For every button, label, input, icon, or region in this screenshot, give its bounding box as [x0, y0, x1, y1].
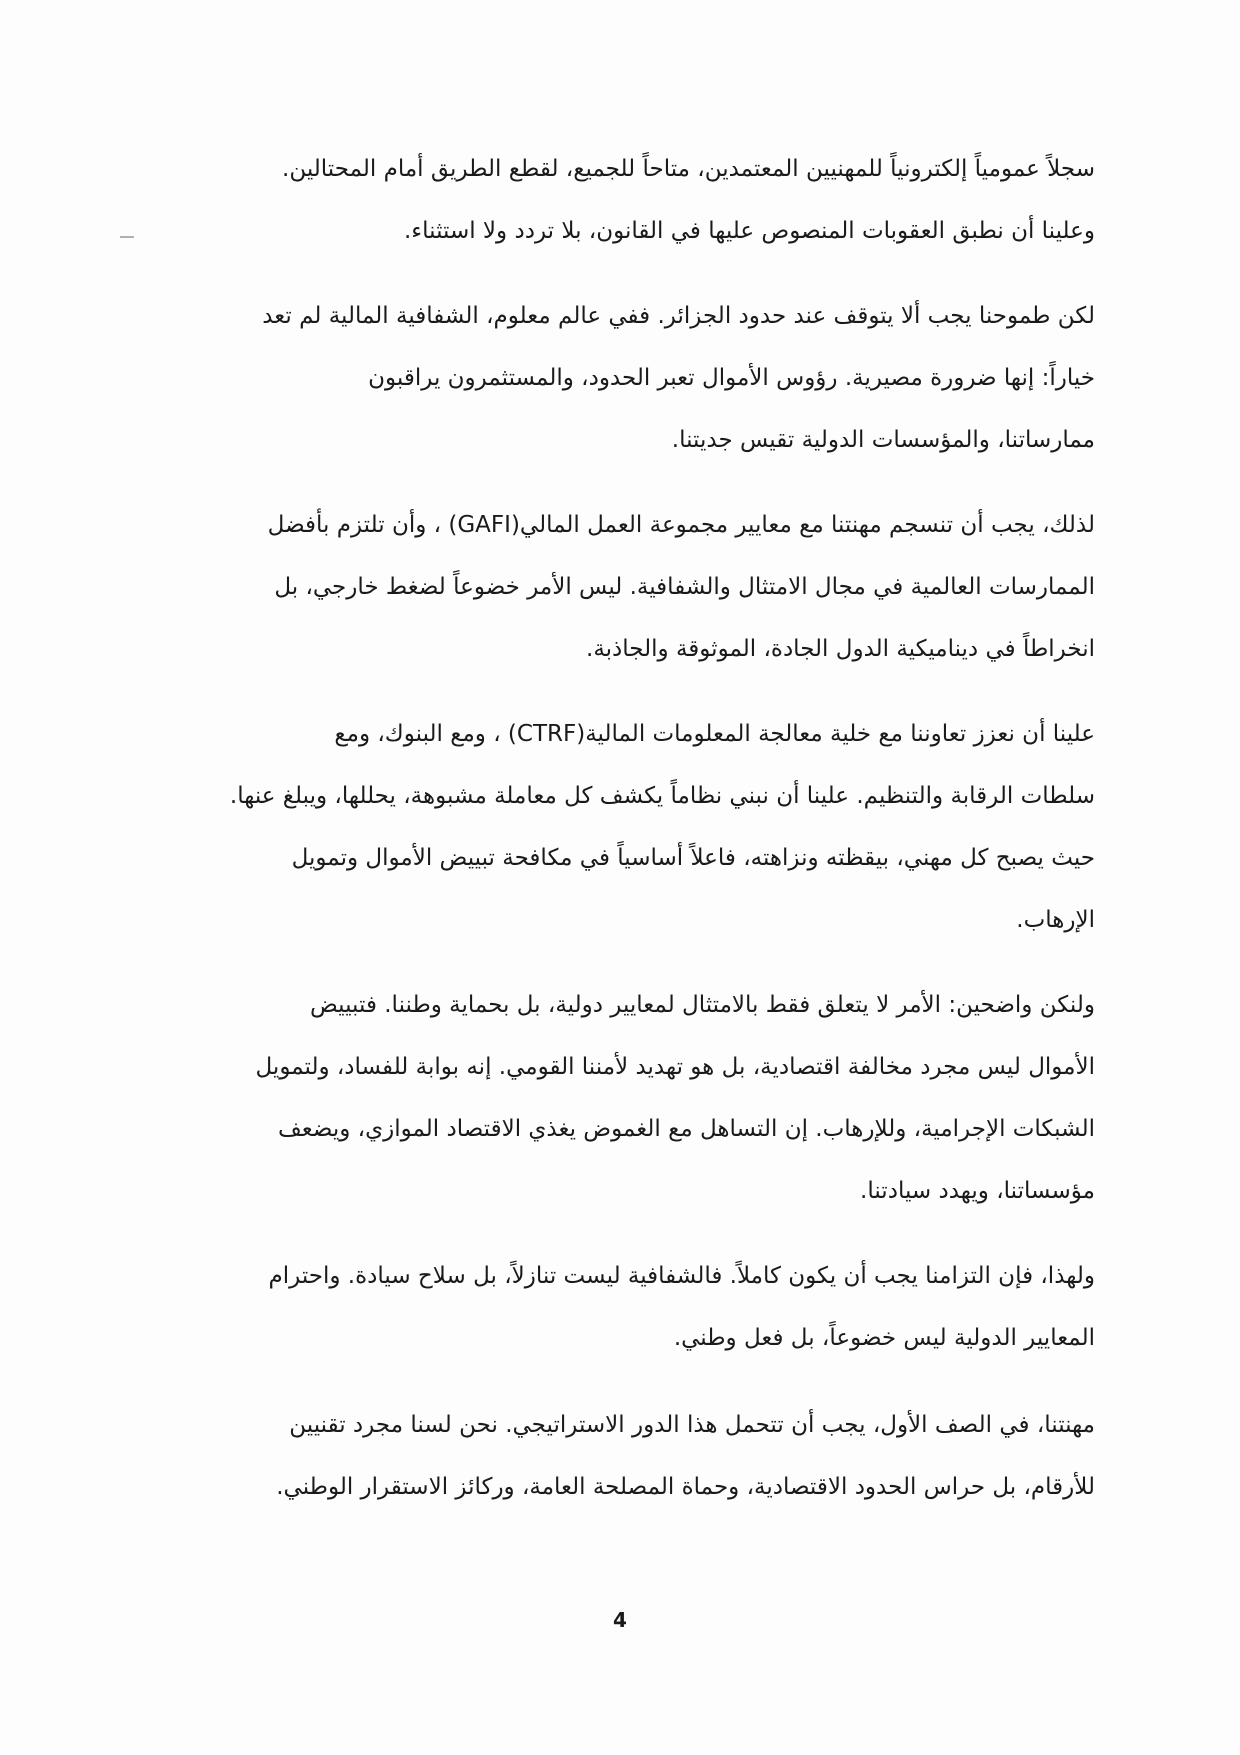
paragraph-line: ممارساتنا، والمؤسسات الدولية تقيس جديتنا.: [671, 427, 1095, 453]
paragraph-6: [150, 1245, 1095, 1369]
paragraph-line: الشبكات الإجرامية، وللإرهاب. إن التساهل مع الغموض يغذي الاقتصاد الموازي، ويضعف: [278, 1116, 1095, 1142]
paragraph-line: علينا أن نعزز تعاوننا مع خلية معالجة المعلومات المالية(CTRF) ، ومع البنوك، ومع: [334, 721, 1095, 747]
paragraph-2: [150, 285, 1095, 471]
paragraph-line: وعلينا أن نطبق العقوبات المنصوص عليها في القانون، بلا تردد ولا استثناء.: [404, 218, 1095, 244]
paragraph-line: الإرهاب.: [1016, 907, 1095, 933]
paragraph-line: مهنتنا، في الصف الأول، يجب أن تتحمل هذا الدور الاستراتيجي. نحن لسنا مجرد تقنيين: [289, 1412, 1095, 1438]
paragraph-line: ولهذا، فإن التزامنا يجب أن يكون كاملاً. فالشفافية ليست تنازلاً، بل سلاح سيادة. واحترام: [268, 1263, 1095, 1289]
paragraph-line: الأموال ليس مجرد مخالفة اقتصادية، بل هو تهديد لأمننا القومي. إنه بوابة للفساد، ولتمويل: [255, 1054, 1095, 1080]
paragraph-line: ولنكن واضحين: الأمر لا يتعلق فقط بالامتثال لمعايير دولية، بل بحماية وطننا. فتبييض: [310, 992, 1095, 1018]
paragraph-7: [150, 1394, 1095, 1518]
paragraph-5: [150, 974, 1095, 1222]
paragraph-line: المعايير الدولية ليس خضوعاً، بل فعل وطني.: [673, 1325, 1095, 1351]
paragraph-line: الممارسات العالمية في مجال الامتثال والشفافية. ليس الأمر خضوعاً لضغط خارجي، بل: [274, 574, 1095, 600]
paragraph-3: [150, 494, 1095, 680]
page-number: 4: [613, 1608, 627, 1632]
paragraph-line: انخراطاً في ديناميكية الدول الجادة، الموثوقة والجاذبة.: [586, 636, 1095, 662]
paragraph-line: مؤسساتنا، ويهدد سيادتنا.: [860, 1178, 1095, 1204]
paragraph-line: سلطات الرقابة والتنظيم. علينا أن نبني نظاماً يكشف كل معاملة مشبوهة، يحللها، ويبلغ عنها.: [229, 783, 1095, 809]
paragraph-line: لذلك، يجب أن تنسجم مهنتنا مع معايير مجموعة العمل المالي(GAFI) ، وأن تلتزم بأفضل: [267, 512, 1095, 538]
paragraph-line: خياراً: إنها ضرورة مصيرية. رؤوس الأموال تعبر الحدود، والمستثمرون يراقبون: [368, 365, 1095, 391]
paragraph-1: [150, 138, 1095, 262]
paragraph-line: لكن طموحنا يجب ألا يتوقف عند حدود الجزائر. ففي عالم معلوم، الشفافية المالية لم تعد: [262, 303, 1095, 329]
paragraph-line: للأرقام، بل حراس الحدود الاقتصادية، وحماة المصلحة العامة، وركائز الاستقرار الوطني.: [276, 1474, 1095, 1500]
paragraph-4: [150, 703, 1095, 951]
paragraph-line: سجلاً عمومياً إلكترونياً للمهنيين المعتمدين، متاحاً للجميع، لقطع الطريق أمام المحتالين.: [282, 156, 1095, 182]
scan-artifact: [120, 236, 134, 238]
paragraph-line: حيث يصبح كل مهني، بيقظته ونزاهته، فاعلاً أساسياً في مكافحة تبييض الأموال وتمويل: [291, 845, 1095, 871]
